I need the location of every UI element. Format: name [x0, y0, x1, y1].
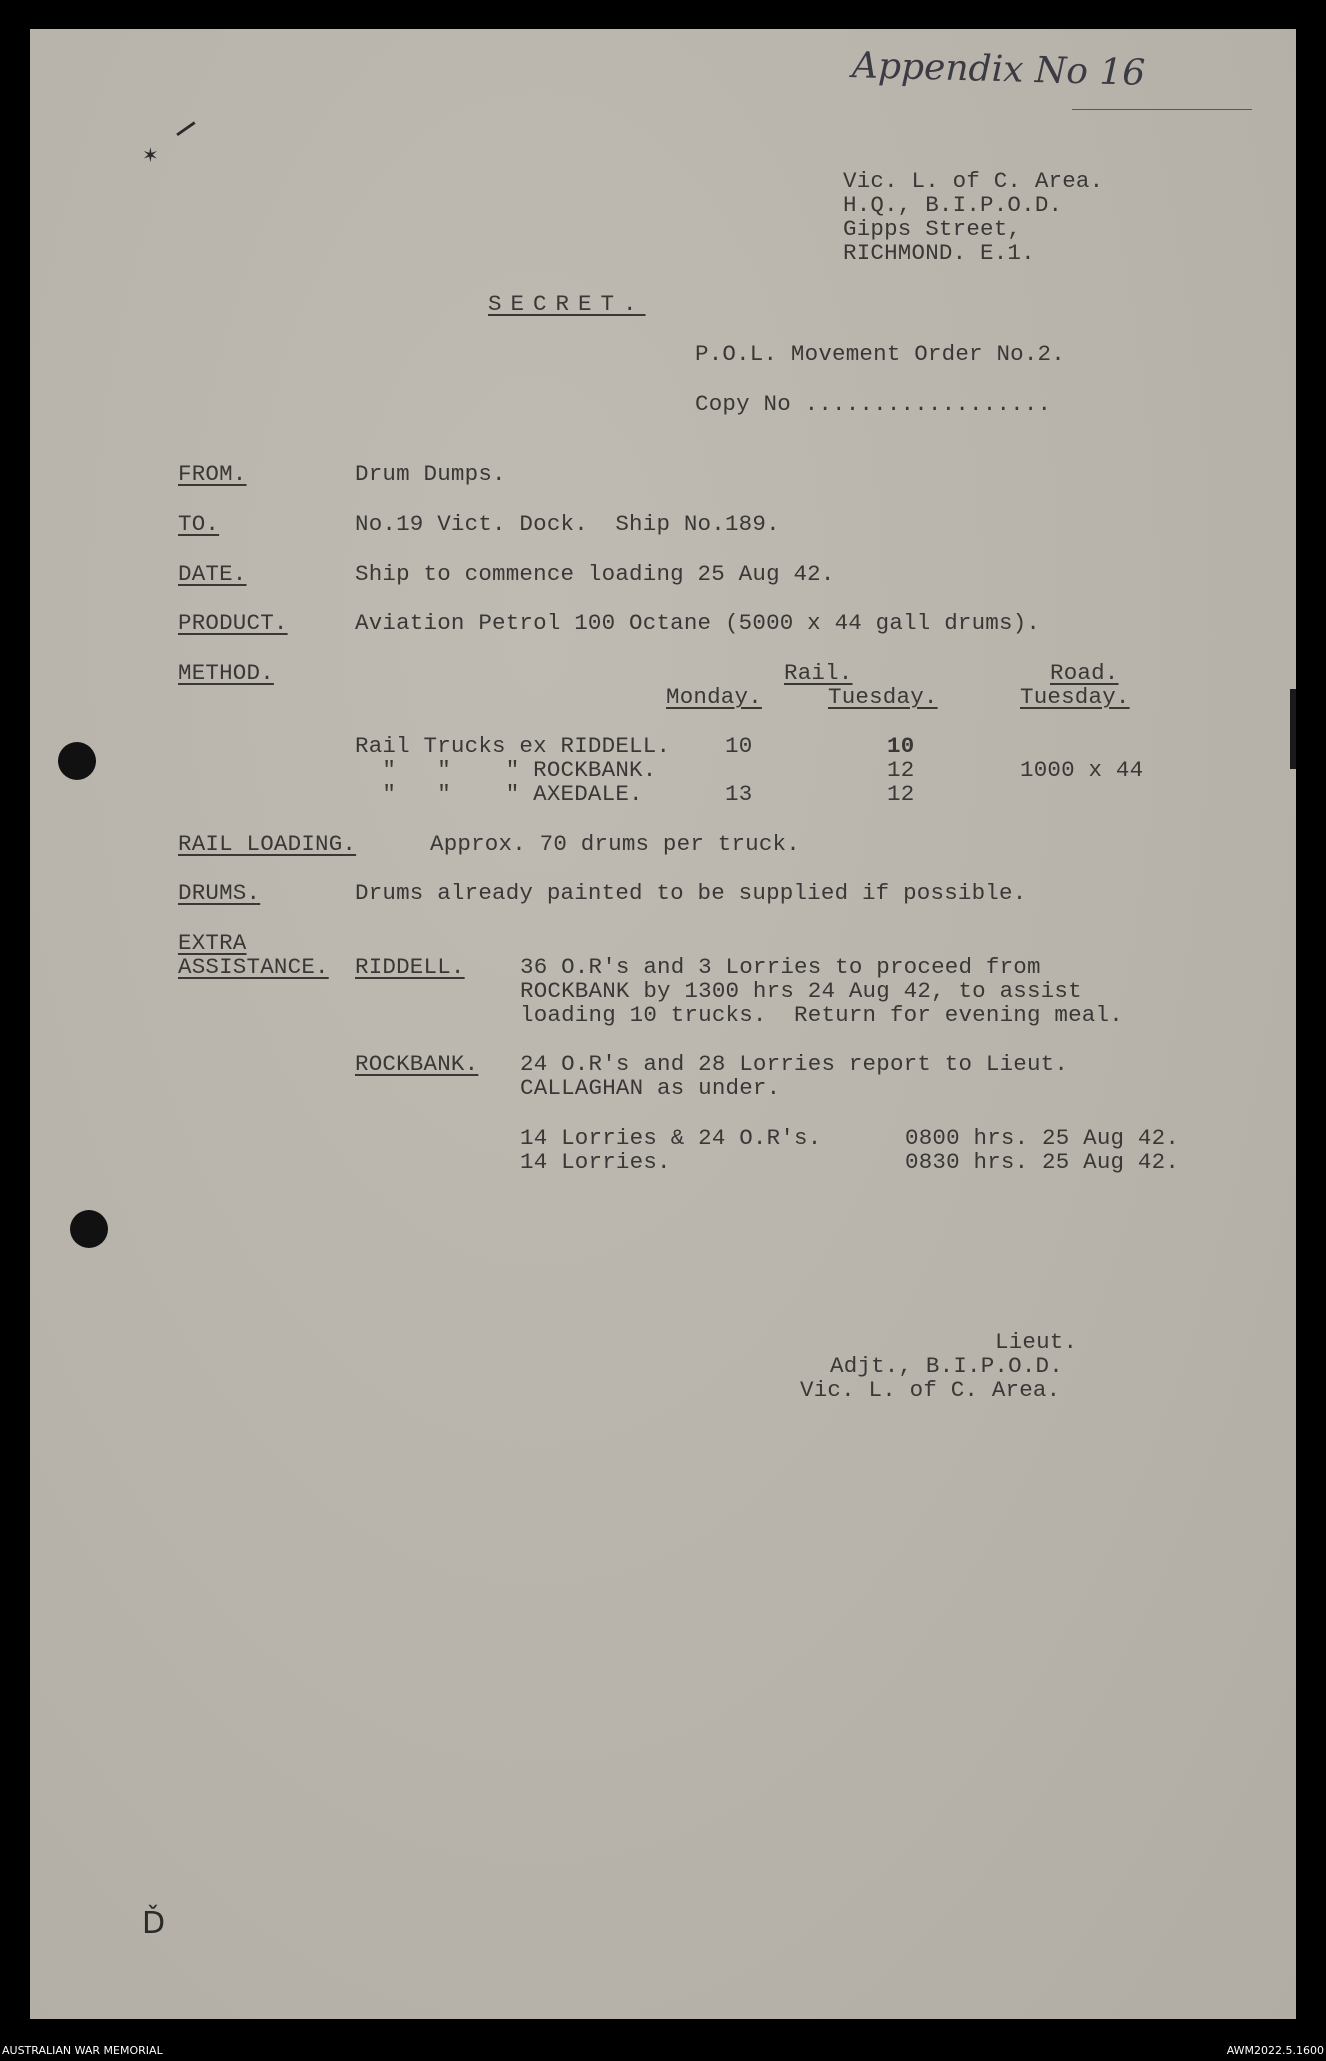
- riddell-line: 36 O.R's and 3 Lorries to proceed from: [520, 954, 1041, 980]
- schedule-when: 0830 hrs. 25 Aug 42.: [905, 1149, 1180, 1175]
- field-label-to: TO.: [178, 511, 220, 537]
- signature-line: Vic. L. of C. Area.: [800, 1377, 1061, 1403]
- address-line: Vic. L. of C. Area.: [843, 168, 1104, 194]
- rockbank-line: CALLAGHAN as under.: [520, 1075, 781, 1101]
- table-cell-tuesday: 10: [887, 733, 915, 759]
- classification-heading: SECRET.: [488, 291, 646, 317]
- footer-accession: AWM2022.5.1600: [1226, 2044, 1324, 2057]
- table-cell-tuesday: 12: [887, 781, 915, 807]
- document-page: [30, 29, 1296, 2019]
- punch-hole-icon: [58, 742, 96, 780]
- field-label-extra: EXTRA: [178, 930, 247, 956]
- road-header: Road.: [1050, 660, 1119, 686]
- field-value-to: No.19 Vict. Dock. Ship No.189.: [355, 511, 780, 537]
- staple-mark-icon: ‒: [161, 100, 209, 154]
- field-value-product: Aviation Petrol 100 Octane (5000 x 44 gall drums).: [355, 610, 1041, 636]
- annotation-underline: [1072, 109, 1252, 110]
- field-value-rail-loading: Approx. 70 drums per truck.: [430, 831, 800, 857]
- riddell-line: loading 10 trucks. Return for evening meal.: [520, 1002, 1123, 1028]
- address-line: H.Q., B.I.P.O.D.: [843, 192, 1063, 218]
- riddell-label: RIDDELL.: [355, 954, 465, 980]
- schedule-what: 14 Lorries.: [520, 1149, 671, 1175]
- table-row-label: " " " ROCKBANK.: [355, 757, 657, 783]
- paper-edge-shadow: [1290, 689, 1296, 769]
- rail-header: Rail.: [784, 660, 853, 686]
- field-label-assistance: ASSISTANCE.: [178, 954, 329, 980]
- field-value-drums: Drums already painted to be supplied if possible.: [355, 880, 1027, 906]
- field-label-from: FROM.: [178, 461, 247, 487]
- column-tuesday: Tuesday.: [828, 684, 938, 710]
- handwritten-annotation: Appendix No 16: [851, 45, 1146, 94]
- address-line: Gipps Street,: [843, 216, 1022, 242]
- field-value-date: Ship to commence loading 25 Aug 42.: [355, 561, 835, 587]
- punch-hole-icon: [70, 1210, 108, 1248]
- field-label-method: METHOD.: [178, 660, 274, 686]
- rockbank-label: ROCKBANK.: [355, 1051, 479, 1077]
- field-label-product: PRODUCT.: [178, 610, 288, 636]
- address-line: RICHMOND. E.1.: [843, 240, 1035, 266]
- copy-number: Copy No ..................: [695, 391, 1052, 417]
- column-road-tuesday: Tuesday.: [1020, 684, 1130, 710]
- signature-line: Lieut.: [995, 1329, 1078, 1355]
- schedule-when: 0800 hrs. 25 Aug 42.: [905, 1125, 1180, 1151]
- table-cell-monday: 13: [725, 781, 753, 807]
- footer-credit: AUSTRALIAN WAR MEMORIAL: [2, 2044, 163, 2057]
- table-cell-monday: 10: [725, 733, 753, 759]
- star-mark-icon: ✶: [142, 143, 159, 167]
- field-label-rail-loading: RAIL LOADING.: [178, 831, 357, 857]
- field-label-drums: DRUMS.: [178, 880, 261, 906]
- field-label-date: DATE.: [178, 561, 247, 587]
- column-monday: Monday.: [666, 684, 762, 710]
- order-title: P.O.L. Movement Order No.2.: [695, 341, 1065, 367]
- table-cell-road: 1000 x 44: [1020, 757, 1144, 783]
- table-row-label: " " " AXEDALE.: [355, 781, 643, 807]
- schedule-what: 14 Lorries & 24 O.R's.: [520, 1125, 822, 1151]
- riddell-line: ROCKBANK by 1300 hrs 24 Aug 42, to assist: [520, 978, 1082, 1004]
- field-value-from: Drum Dumps.: [355, 461, 506, 487]
- table-row-label: Rail Trucks ex RIDDELL.: [355, 733, 671, 759]
- rockbank-line: 24 O.R's and 28 Lorries report to Lieut.: [520, 1051, 1069, 1077]
- signature-line: Adjt., B.I.P.O.D.: [830, 1353, 1063, 1379]
- staple-mark-bottom-icon: Ď: [142, 1906, 166, 1941]
- table-cell-tuesday: 12: [887, 757, 915, 783]
